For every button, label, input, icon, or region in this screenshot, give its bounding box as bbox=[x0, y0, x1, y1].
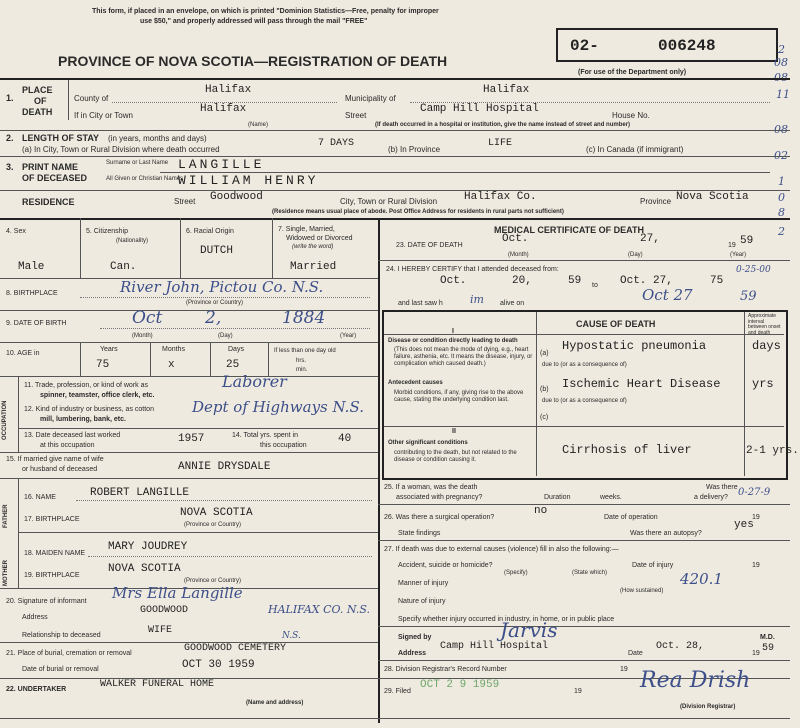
sign-date: Oct. 28, bbox=[656, 641, 705, 652]
cause-a-marker: (a) bbox=[540, 350, 549, 357]
marital-value: Married bbox=[290, 261, 337, 273]
street-label: Street bbox=[345, 111, 367, 120]
marital-label1: 7. Single, Married, bbox=[278, 226, 335, 233]
attended-from-year: 59 bbox=[568, 275, 582, 287]
margin-code: 1 bbox=[778, 175, 785, 188]
accident-label: Accident, suicide or homicide? bbox=[398, 562, 493, 569]
mailing-notice-line2: use $50," and properly addressed will pass through the mail "FREE" bbox=[140, 18, 368, 25]
divider bbox=[378, 660, 790, 661]
physician-address-label: Address bbox=[398, 650, 427, 657]
duration-label: Duration bbox=[544, 494, 571, 501]
divider bbox=[384, 334, 784, 335]
father-birthplace: NOVA SCOTIA bbox=[180, 507, 253, 519]
divider bbox=[18, 428, 378, 429]
citizenship-label: 5. Citizenship bbox=[86, 228, 129, 235]
margin-code: 11 bbox=[776, 88, 790, 101]
md-label: M.D. bbox=[760, 634, 775, 641]
occupation-side-label: OCCUPATION bbox=[2, 400, 8, 440]
other-condition: Cirrhosis of liver bbox=[562, 443, 692, 457]
residence-city: Halifax Co. bbox=[464, 191, 537, 203]
due-to-a: due to (or as a consequence of) bbox=[542, 362, 627, 368]
informant-address: GOODWOOD bbox=[140, 605, 189, 616]
manner-label: Manner of injury bbox=[398, 580, 449, 587]
mother-birthplace-label: 19. BIRTHPLACE bbox=[24, 572, 80, 579]
autopsy-value: yes bbox=[734, 519, 754, 531]
hrs-label: hrs. bbox=[296, 358, 307, 364]
due-to-b: due to (or as a consequence of) bbox=[542, 398, 627, 404]
residence-city-label: City, Town or Rural Division bbox=[340, 197, 438, 206]
sex-value: Male bbox=[18, 261, 45, 273]
physician-signature: Jarvis bbox=[500, 618, 558, 642]
delivery-label1: Was there bbox=[706, 484, 738, 491]
given-names-label: All Given or Christian Names bbox=[106, 176, 184, 182]
nature-label: Nature of injury bbox=[398, 598, 446, 605]
attended-to: Oct. 27, bbox=[620, 275, 673, 287]
birthplace-value: River John, Pictou Co. N.S. bbox=[120, 278, 324, 296]
residence-province-label: Province bbox=[640, 197, 672, 206]
antecedent-label: Antecedent causes bbox=[388, 380, 443, 386]
section-rule bbox=[0, 190, 790, 191]
margin-code: 8 bbox=[778, 206, 785, 219]
relationship-label: Relationship to deceased bbox=[22, 632, 101, 639]
death-year: 59 bbox=[740, 235, 754, 247]
residence-label: RESIDENCE bbox=[22, 197, 75, 207]
s1-number: 1. bbox=[6, 93, 14, 103]
section-rule bbox=[0, 218, 790, 220]
city-label: If in City or Town bbox=[74, 111, 133, 120]
sign-year: 59 bbox=[762, 643, 775, 654]
medical-certificate-title: MEDICAL CERTIFICATE OF DEATH bbox=[494, 225, 644, 235]
operation-year-prefix: 19 bbox=[752, 514, 760, 521]
last-worked-value: 1957 bbox=[178, 433, 205, 445]
state-which-caption: (State which) bbox=[572, 570, 608, 576]
sign-date-label: Date bbox=[628, 650, 643, 657]
county-value: Halifax bbox=[205, 84, 252, 96]
divider bbox=[18, 532, 378, 533]
divider bbox=[744, 312, 745, 476]
other-conditions-sub: contributing to the death, but not related to the disease or condition causing it. bbox=[394, 450, 517, 463]
s1-label-place: PLACE bbox=[22, 85, 53, 95]
undertaker-caption: (Name and address) bbox=[246, 700, 304, 706]
total-years-label2: this occupation bbox=[260, 442, 307, 449]
delivery-label2: a delivery? bbox=[694, 494, 728, 501]
registration-number: 006248 bbox=[658, 37, 716, 55]
s3-label1: PRINT NAME bbox=[22, 162, 78, 172]
racial-origin-label: 6. Racial Origin bbox=[186, 228, 234, 235]
wife-label1: 15. If married give name of wife bbox=[6, 456, 104, 463]
attended-to-year: 75 bbox=[710, 275, 724, 287]
cause-of-death-title: CAUSE OF DEATH bbox=[576, 319, 656, 329]
section-rule bbox=[0, 78, 790, 80]
margin-code: 0 bbox=[778, 191, 785, 204]
mailing-notice-line1: This form, if placed in an envelope, on which is printed "Dominion Statistics—Free, penalty for improper bbox=[92, 8, 439, 15]
column-divider bbox=[378, 218, 380, 723]
divider bbox=[18, 478, 19, 588]
surname-label: Surname or Last Name bbox=[106, 160, 169, 166]
burial-place-label: 21. Place of burial, cremation or removal bbox=[6, 650, 132, 657]
sex-label: 4. Sex bbox=[6, 228, 26, 235]
dod-year-caption: (Year) bbox=[730, 252, 747, 258]
divider bbox=[80, 342, 81, 376]
dob-label: 9. DATE OF BIRTH bbox=[6, 320, 67, 327]
divider bbox=[80, 218, 81, 278]
trade-label2: spinner, teamster, office clerk, etc. bbox=[40, 392, 155, 399]
residence-street: Goodwood bbox=[210, 191, 263, 203]
death-year-prefix: 19 bbox=[728, 242, 736, 249]
last-worked-label1: 13. Date deceased last worked bbox=[24, 432, 121, 439]
divider bbox=[0, 376, 378, 377]
dob-day: 2, bbox=[205, 308, 222, 328]
wife-label2: or husband of deceased bbox=[22, 466, 98, 473]
dob-day-caption: (Day) bbox=[218, 333, 233, 339]
section-rule bbox=[0, 156, 790, 157]
autopsy-label: Was there an autopsy? bbox=[630, 530, 702, 537]
divider bbox=[0, 342, 378, 343]
trade-value: Laborer bbox=[222, 372, 287, 391]
record-number-label: 28. Division Registrar's Record Number bbox=[384, 666, 507, 673]
filed-label: 29. Filed bbox=[384, 688, 411, 695]
age-days: 25 bbox=[226, 359, 240, 371]
s1-label-of: OF bbox=[34, 96, 47, 106]
attended-to-label: to bbox=[592, 282, 598, 289]
fill-line bbox=[76, 500, 372, 501]
registrar-caption: (Division Registrar) bbox=[680, 704, 736, 710]
municipality-value: Halifax bbox=[483, 84, 530, 96]
divider bbox=[18, 376, 19, 452]
alive-on-label: alive on bbox=[500, 300, 525, 307]
date-of-death-label: 23. DATE OF DEATH bbox=[396, 242, 463, 249]
burial-handwritten-mark: N.S. bbox=[282, 631, 301, 641]
cause-c-marker: (c) bbox=[540, 414, 549, 421]
s3-label2: OF DECEASED bbox=[22, 173, 88, 183]
signed-by-label: Signed by bbox=[398, 634, 432, 641]
marital-label3: (write the word) bbox=[292, 244, 334, 250]
county-label: County of bbox=[74, 94, 109, 103]
fill-line bbox=[100, 328, 370, 329]
margin-code: 08 bbox=[774, 71, 788, 84]
interval-other: 2-1 yrs. bbox=[746, 445, 799, 457]
mother-side-label: MOTHER bbox=[3, 560, 9, 586]
age-months-caption: Months bbox=[162, 346, 185, 353]
attended-from-month: Oct. bbox=[440, 275, 467, 287]
cause-b: Ischemic Heart Disease bbox=[562, 377, 721, 391]
interval-b: yrs bbox=[752, 377, 774, 391]
pregnancy-label1: 25. If a woman, was the death bbox=[384, 484, 478, 491]
municipality-label: Municipality of bbox=[345, 94, 396, 103]
age-months: x bbox=[168, 359, 175, 371]
divider bbox=[150, 342, 151, 376]
mother-name: MARY JOUDREY bbox=[108, 541, 188, 553]
divider bbox=[210, 342, 211, 376]
mother-name-label: 18. MAIDEN NAME bbox=[24, 550, 86, 557]
injury-date-label: Date of injury bbox=[632, 562, 674, 569]
last-worked-label2: at this occupation bbox=[40, 442, 95, 449]
attended-from-day: 20, bbox=[512, 275, 532, 287]
immediate-cause-label: Disease or condition directly leading to death bbox=[388, 338, 518, 344]
divider bbox=[378, 260, 790, 261]
divider bbox=[268, 342, 269, 376]
wife-value: ANNIE DRYSDALE bbox=[178, 461, 271, 473]
last-saw-label: and last saw h bbox=[398, 300, 443, 307]
burial-place: GOODWOOD CEMETERY bbox=[184, 643, 287, 654]
informant-signature: Mrs Ella Langille bbox=[112, 584, 243, 602]
divider bbox=[272, 218, 273, 278]
injury-year-prefix: 19 bbox=[752, 562, 760, 569]
divider bbox=[536, 312, 537, 476]
how-sustained-caption: (How sustained) bbox=[620, 588, 664, 594]
specify-caption: (Specify) bbox=[504, 570, 528, 576]
min-label: min. bbox=[296, 367, 308, 373]
birthplace-sub: (Province or Country) bbox=[186, 300, 244, 306]
industry-label2: mill, lumbering, bank, etc. bbox=[40, 416, 126, 423]
name-caption: (Name) bbox=[248, 122, 269, 128]
external-causes-label: 27. If death was due to external causes (violence) fill in also the following:— bbox=[384, 546, 619, 553]
citizenship-value: Can. bbox=[110, 261, 137, 273]
father-name: ROBERT LANGILLE bbox=[90, 487, 190, 499]
informant-address-label: Address bbox=[22, 614, 48, 621]
residence-note: (Residence means usual place of abode. Post Office Address for residents in rural parts not sufficient) bbox=[272, 209, 564, 215]
pregnancy-label2: associated with pregnancy? bbox=[396, 494, 483, 501]
antecedent-sub: Morbid conditions, if any, giving rise to the above cause, stating the underlying condition last. bbox=[394, 390, 524, 403]
father-name-label: 16. NAME bbox=[24, 494, 56, 501]
total-years-value: 40 bbox=[338, 433, 352, 445]
pregnancy-handwritten-note: 0-27-9 bbox=[738, 487, 771, 498]
age-years: 75 bbox=[96, 359, 110, 371]
dob-month-caption: (Month) bbox=[132, 333, 153, 339]
father-bp-caption: (Province or Country) bbox=[184, 522, 242, 528]
physician-address: Camp Hill Hospital bbox=[440, 641, 549, 652]
father-side-label: FATHER bbox=[3, 504, 9, 528]
less-than-day-label: If less than one day old bbox=[274, 348, 336, 354]
dod-day-caption: (Day) bbox=[628, 252, 643, 258]
citizenship-sub: (Nationality) bbox=[116, 238, 149, 244]
death-month: Oct. bbox=[502, 233, 529, 245]
form-title: PROVINCE OF NOVA SCOTIA—REGISTRATION OF DEATH bbox=[58, 53, 448, 69]
margin-code: 02 bbox=[774, 149, 788, 162]
last-saw-year: 59 bbox=[740, 289, 757, 304]
operation-date-label: Date of operation bbox=[604, 514, 658, 521]
trade-label1: 11. Trade, profession, or kind of work as bbox=[24, 382, 148, 389]
s1-label-death: DEATH bbox=[22, 107, 53, 117]
last-saw-date: Oct 27 bbox=[642, 286, 693, 304]
immediate-cause-sub: (This does not mean the mode of dying, e.g., heart failure, asthenia, etc. It means the disease, injury, or complication which caused death.) bbox=[394, 347, 533, 367]
hospital-note: (If death occurred in a hospital or institution, give the name instead of street and number) bbox=[375, 122, 631, 128]
fill-line bbox=[88, 556, 372, 557]
street-value: Camp Hill Hospital bbox=[420, 103, 539, 115]
divider bbox=[378, 540, 790, 541]
burial-date-label: Date of burial or removal bbox=[22, 666, 99, 673]
divider bbox=[384, 426, 784, 427]
given-names-value: WILLIAM HENRY bbox=[178, 173, 319, 188]
stay-province-value: LIFE bbox=[488, 138, 513, 149]
residence-street-label: Street bbox=[174, 197, 196, 206]
s2-sub: (in years, months and days) bbox=[108, 134, 207, 143]
margin-code: 2 bbox=[778, 225, 785, 238]
stay-city-value: 7 DAYS bbox=[318, 138, 355, 149]
last-saw-him: im bbox=[470, 293, 484, 306]
interval-a: days bbox=[752, 339, 781, 353]
manner-code: 420.1 bbox=[680, 570, 723, 588]
divider bbox=[68, 80, 69, 120]
divider bbox=[378, 504, 790, 505]
surname-value: LANGILLE bbox=[178, 157, 265, 172]
registrar-signature: Rea Drish bbox=[640, 668, 751, 693]
margin-code: 2 bbox=[778, 43, 785, 56]
dod-month-caption: (Month) bbox=[508, 252, 529, 258]
stay-province-label: (b) In Province bbox=[388, 145, 441, 154]
divider bbox=[0, 478, 378, 479]
marital-label2: Widowed or Divorced bbox=[286, 235, 353, 242]
sign-year-prefix: 19 bbox=[752, 650, 760, 657]
department-note: (For use of the Department only) bbox=[578, 69, 687, 76]
roman-two: II bbox=[452, 428, 456, 435]
informant-label: 20. Signature of informant bbox=[6, 598, 87, 605]
undertaker-label: 22. UNDERTAKER bbox=[6, 686, 67, 693]
total-years-label1: 14. Total yrs. spent in bbox=[232, 432, 299, 439]
mother-bp-caption: (Province or Country) bbox=[184, 578, 242, 584]
dob-month: Oct bbox=[132, 308, 163, 328]
age-days-caption: Days bbox=[228, 346, 244, 353]
operation-value: no bbox=[534, 505, 548, 517]
other-conditions-label: Other significant conditions bbox=[388, 440, 468, 446]
cause-a: Hypostatic pneumonia bbox=[562, 339, 707, 353]
age-label: 10. AGE in bbox=[6, 350, 40, 357]
divider bbox=[160, 172, 770, 173]
registration-number-box bbox=[556, 28, 778, 62]
specify-where-label: Specify whether injury occurred in industry, in home, or in public place bbox=[398, 616, 615, 623]
industry-label1: 12. Kind of industry or business, as cotton bbox=[24, 406, 154, 413]
residence-province: Nova Scotia bbox=[676, 191, 749, 203]
age-years-caption: Years bbox=[100, 346, 118, 353]
record-year-prefix: 19 bbox=[620, 666, 628, 673]
informant-address-handwritten: HALIFAX CO. N.S. bbox=[268, 603, 370, 616]
relationship-value: WIFE bbox=[148, 625, 173, 636]
filed-year-prefix: 19 bbox=[574, 688, 582, 695]
divider bbox=[378, 626, 790, 627]
divider bbox=[0, 452, 378, 453]
stay-city-label: (a) In City, Town or Rural Division where death occurred bbox=[22, 145, 220, 154]
s2-number: 2. bbox=[6, 133, 14, 143]
dob-year: 1884 bbox=[282, 308, 326, 328]
attended-handwritten-note: 0-25-00 bbox=[736, 265, 771, 275]
fill-line bbox=[80, 297, 370, 298]
divider bbox=[180, 218, 181, 278]
house-label: House No. bbox=[612, 111, 650, 120]
dob-year-caption: (Year) bbox=[340, 333, 357, 339]
racial-origin-value: DUTCH bbox=[200, 245, 234, 257]
burial-date: OCT 30 1959 bbox=[182, 659, 255, 671]
s2-label: LENGTH OF STAY bbox=[22, 133, 100, 143]
bottom-rule bbox=[0, 718, 790, 719]
cause-b-marker: (b) bbox=[540, 386, 549, 393]
father-birthplace-label: 17. BIRTHPLACE bbox=[24, 516, 80, 523]
industry-value: Dept of Highways N.S. bbox=[192, 398, 364, 416]
stay-canada-label: (c) In Canada (if immigrant) bbox=[586, 145, 684, 154]
operation-label: 26. Was there a surgical operation? bbox=[384, 514, 495, 521]
undertaker-value: WALKER FUNERAL HOME bbox=[100, 679, 215, 690]
state-findings-label: State findings bbox=[398, 530, 441, 537]
weeks-label: weeks. bbox=[600, 494, 622, 501]
roman-one: I bbox=[452, 328, 454, 335]
mother-birthplace: NOVA SCOTIA bbox=[108, 563, 181, 575]
section-rule bbox=[0, 130, 790, 131]
s3-number: 3. bbox=[6, 162, 14, 172]
death-day: 27, bbox=[640, 233, 660, 245]
registration-prefix: 02- bbox=[570, 37, 599, 55]
certify-label: 24. I HEREBY CERTIFY that I attended deceased from: bbox=[386, 266, 559, 273]
birthplace-label: 8. BIRTHPLACE bbox=[6, 290, 58, 297]
margin-code: 08 bbox=[774, 123, 788, 136]
approx-interval-label: Approximate interval between onset and death bbox=[748, 313, 781, 336]
city-value: Halifax bbox=[200, 103, 247, 115]
margin-code: 08 bbox=[774, 56, 788, 69]
filed-stamp: OCT 2 9 1959 bbox=[420, 679, 500, 691]
